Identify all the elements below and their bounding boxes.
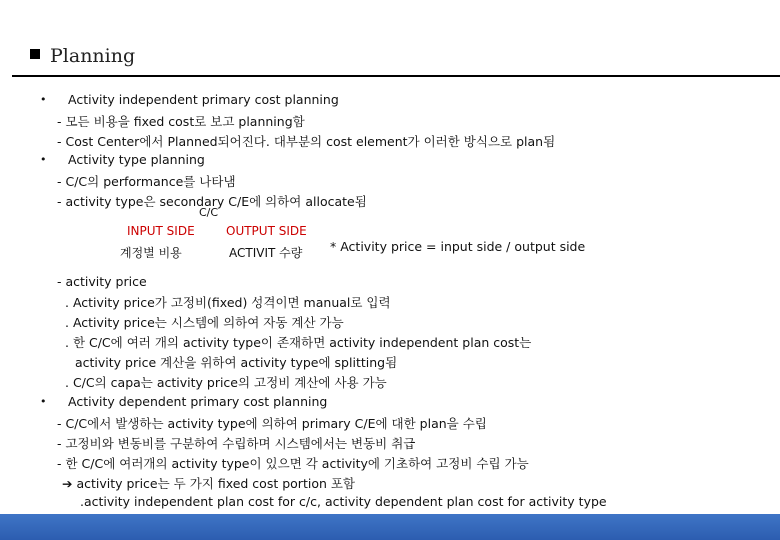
footer-bar (0, 514, 780, 540)
input-side-value: 계정별 비용 (120, 246, 182, 260)
text-line-18: .activity independent plan cost for c/c, activity dependent plan cost for activity type (80, 494, 607, 509)
text-line-17: ➔ activity price는 두 가지 fixed cost portion 포함 (62, 476, 356, 491)
text-line-12: . C/C의 capa는 activity price의 고정비 계산에 사용 가능 (65, 375, 387, 390)
text-line-5: - C/C의 performance를 나타냄 (57, 174, 236, 189)
text-line-9: . Activity price는 시스템에 의하여 자동 계산 가능 (65, 315, 344, 330)
title-divider (12, 75, 780, 77)
page-title: Planning (50, 45, 136, 67)
cc-label: C/C (199, 206, 219, 219)
text-line-2: - 모든 비용을 fixed cost로 보고 planning함 (57, 114, 305, 129)
text-line-15: - 고정비와 변동비를 구분하여 수립하며 시스템에서는 변동비 취급 (57, 436, 416, 451)
activity-price-formula: * Activity price = input side / output side (330, 239, 586, 254)
bullet-3: • (40, 395, 47, 408)
input-side-label: INPUT SIDE (127, 224, 195, 238)
text-line-6: - activity type은 secondary C/E에 의하여 allocate됨 (57, 194, 367, 209)
text-line-16: - 한 C/C에 여러개의 activity type이 있으면 각 activity에 기초하여 고정비 수립 가능 (57, 456, 529, 471)
text-line-8: . Activity price가 고정비(fixed) 성격이면 manual로 입력 (65, 295, 391, 310)
text-line-1: Activity independent primary cost planning (68, 92, 339, 107)
output-side-value: ACTIVIT 수량 (229, 246, 303, 260)
bullet-2: • (40, 153, 47, 166)
output-side-label: OUTPUT SIDE (226, 224, 307, 238)
text-line-3: - Cost Center에서 Planned되어진다. 대부분의 cost element가 이러한 방식으로 plan됨 (57, 134, 556, 149)
text-line-4: Activity type planning (68, 152, 205, 167)
bullet-1: • (40, 93, 47, 106)
text-line-13: Activity dependent primary cost planning (68, 394, 328, 409)
text-line-11: activity price 계산을 위하여 activity type에 splitting됨 (75, 355, 398, 370)
title-bullet-square (30, 49, 40, 59)
text-line-10: . 한 C/C에 여러 개의 activity type이 존재하면 activity independent plan cost는 (65, 335, 532, 350)
text-line-7: - activity price (57, 274, 147, 289)
text-line-14: - C/C에서 발생하는 activity type에 의하여 primary C/E에 대한 plan을 수립 (57, 416, 487, 431)
